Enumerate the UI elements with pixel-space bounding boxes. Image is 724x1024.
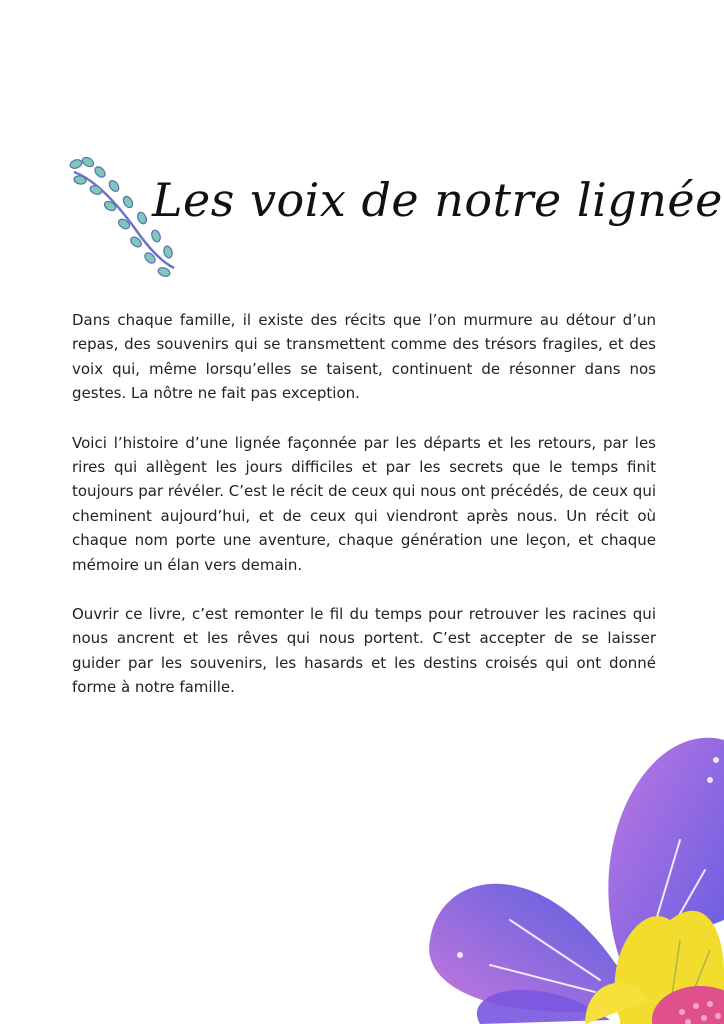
page-title: Les voix de notre lignée [152, 173, 723, 227]
paragraph: Voici l’histoire d’une lignée façonnée par les départs et les retours, par les rires qui allègent les jours difficiles et par les secrets que le temps finit toujours par révéler. C’est le récit de ceux qui nous ont précédés, de ceux qui cheminent aujourd’hui, et de ceux qui viendront après nous. Un récit où chaque nom porte une aventure, chaque génération une leçon, et chaque mémoire un élan vers demain. [72, 433, 656, 574]
paragraph: Ouvrir ce livre, c’est remonter le fil du temps pour retrouver les racines qui nous ancrent et les rêves qui nous portent. C’est accepter de se laisser guider par les souvenirs, les hasards et les destins croisés qui ont donné forme à notre famille. [72, 605, 656, 697]
body-text [72, 308, 656, 725]
watercolor-flower-icon [420, 720, 724, 1024]
paragraph: Dans chaque famille, il existe des récits que l’on murmure au détour d’un repas, des souvenirs qui se transmettent comme des trésors fragiles, et des voix qui, même lorsqu’elles se taisent, continuent de résonner dans nos gestes. La nôtre ne fait pas exception. [72, 311, 656, 403]
